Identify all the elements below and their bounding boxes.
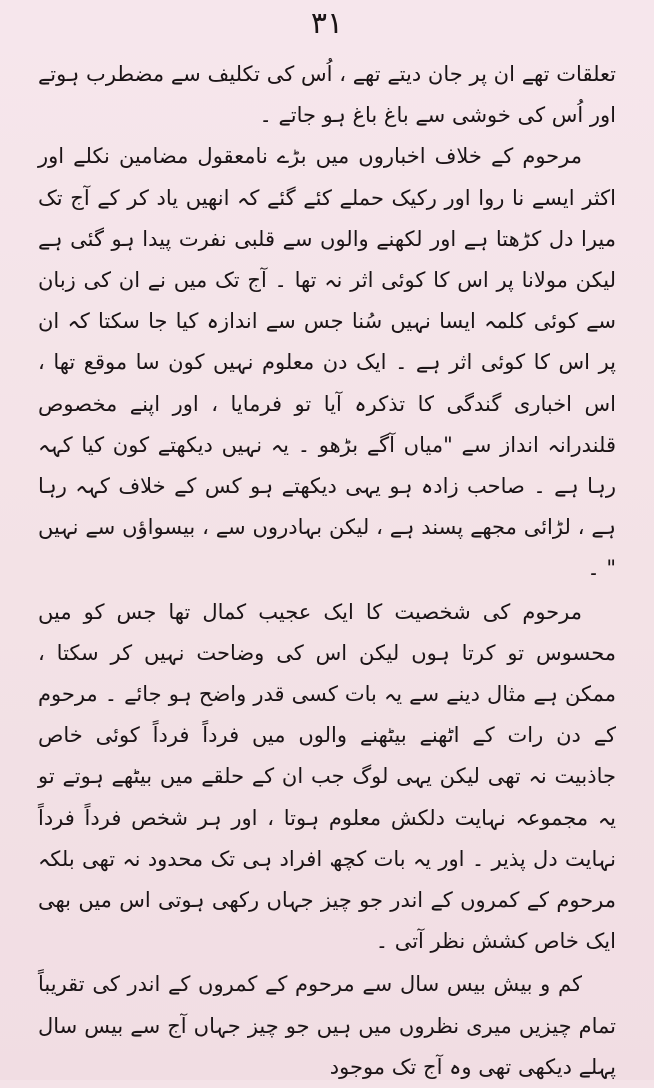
paragraph-4: کم و بیش بیس سال سے مرحوم کے کمروں کے اندر کی تقریباً تمام چیزیں میری نظروں میں ہیں جو چیز جہاں آج سے بیس سال پہلے دیکھی تھی وہ آج تک موجود — [38, 972, 616, 1079]
paragraph-1: تعلقات تھے ان پر جان دیتے تھے ، اُس کی تکلیف سے مضطرب ہوتے اور اُس کی خوشی سے باغ باغ ہو جاتے ۔ — [38, 62, 616, 128]
paragraph-3: مرحوم کی شخصیت کا ایک عجیب کمال تھا جس کو میں محسوس تو کرتا ہوں لیکن اس کی وضاحت نہیں کر سکتا ، ممکن ہے مثال دینے سے یہ بات کسی قدر واضح ہو جائے ۔ مرحوم کے دن رات کے اٹھنے بیٹھنے والوں میں فرداً فرداً کوئی خاص جاذبیت نہ تھی لیکن یہی لوگ جب ان کے حلقے میں بیٹھے ہوتے تو یہ مجموعہ نہایت دلکش معلوم ہوتا ، اور ہر شخص فرداً فرداً نہایت دل پذیر ۔ اور یہ بات کچھ افراد ہی تک محدود نہ تھی بلکہ مرحوم کے کمروں کے اندر جو چیز جہاں رکھی ہوتی اس میں بھی ایک خاص کشش نظر آتی ۔ — [38, 599, 616, 954]
page-number: ۳۱ — [310, 6, 344, 41]
page-body — [38, 54, 616, 1088]
paragraph-2: مرحوم کے خلاف اخباروں میں بڑے نامعقول مضامین نکلے اور اکثر ایسے نا روا اور رکیک حملے کئے گئے کہ انھیں یاد کر کے آج تک میرا دل کڑھتا ہے اور لکھنے والوں سے قلبی نفرت پیدا ہو گئی ہے لیکن مولانا پر اس کا کوئی اثر نہ تھا ۔ آج تک میں نے ان کی زبان سے کوئی کلمہ ایسا نہیں سُنا جس سے اندازہ کیا جا سکتا کہ ان پر اس کا کوئی اثر ہے ۔ ایک دن معلوم نہیں کون سا موقع تھا ، اس اخباری گندگی کا تذکرہ آیا تو فرمایا ، اور اپنے مخصوص قلندرانہ انداز سے "میاں آگے بڑھو ۔ یہ نہیں دیکھتے کون کیا کہہ رہا ہے ۔ صاحب زادہ ہو یہی دیکھتے ہو کس کے خلاف کہہ رہا ہے ، لڑائی مجھے پسند ہے ، لیکن بہادروں سے ، بیسواؤں سے نہیں " ۔ — [38, 144, 616, 581]
